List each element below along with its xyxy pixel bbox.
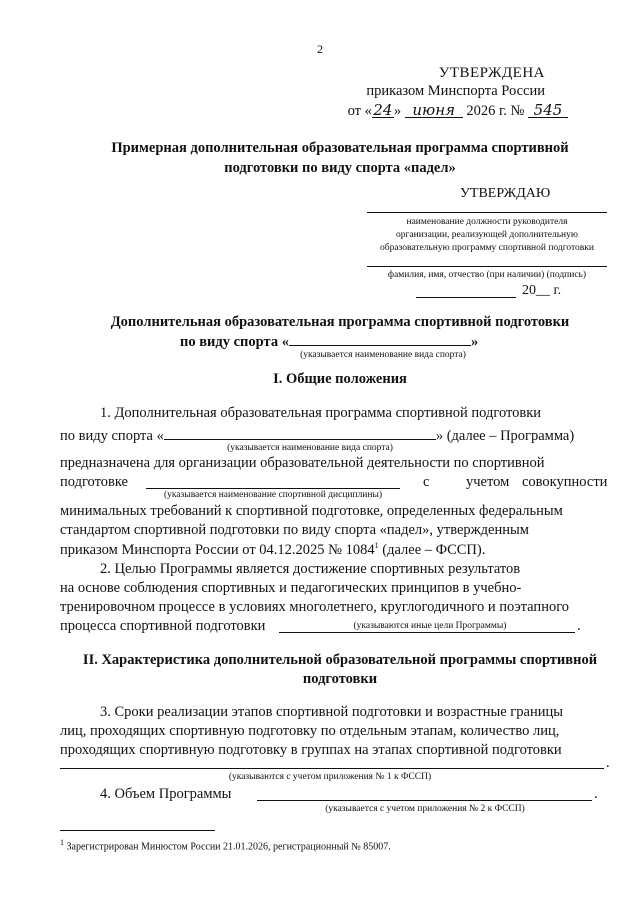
approval-number: 545	[528, 103, 568, 118]
document-title-line2: подготовки по виду спорта «падел»	[224, 160, 456, 176]
sport-name-blank	[289, 332, 471, 346]
position-caption-3: образовательную программу спортивной подготовки	[379, 243, 594, 253]
name-signature-caption: фамилия, имя, отчество (при наличии) (подпись)	[387, 270, 587, 280]
p1-line7-start: приказом Минспорта России от 04.12.2025 № 1084	[60, 541, 375, 558]
p2-line2: на основе соблюдения спортивных и педагогических принципов в учебно-	[60, 580, 522, 596]
document-title-line1: Примерная дополнительная образовательная программа спортивной	[111, 140, 569, 156]
p1-line7-end: (далее – ФССП).	[378, 541, 486, 558]
approval-year-no: 2026 г. №	[466, 103, 525, 119]
p4-blank	[257, 800, 592, 801]
footnote-mark: 1	[60, 838, 64, 847]
p1-line4-c: учетом	[466, 474, 510, 490]
name-signature-line	[367, 266, 607, 267]
p3-line1: 3. Сроки реализации этапов спортивной подготовки и возрастные границы	[100, 704, 563, 720]
p1-caption2: (указывается наименование спортивной дисциплины)	[163, 490, 383, 500]
approve-label: УТВЕРЖДАЮ	[460, 186, 551, 201]
program-title-caption: (указывается наименование вида спорта)	[300, 350, 466, 360]
p4-caption: (указывается с учетом приложения № 2 к ФССП)	[325, 804, 525, 814]
p1-caption1: (указывается наименование вида спорта)	[227, 443, 393, 453]
p2-line1: 2. Целью Программы является достижение спортивных результатов	[100, 561, 521, 577]
p1-line4-a: подготовке	[60, 474, 128, 490]
approval-month: июня	[405, 103, 463, 118]
program-title-prefix: по виду спорта «	[180, 334, 289, 350]
p3-line2: лиц, проходящих спортивную подготовку по отдельным этапам, количество лиц,	[60, 723, 560, 739]
p1-line4-b: с	[423, 474, 430, 490]
position-line	[367, 212, 607, 213]
footnote-separator	[60, 830, 215, 831]
p3-blank	[60, 768, 604, 769]
sport-name-blank-2	[164, 426, 436, 440]
p2-period: .	[577, 618, 581, 634]
p1-line6: стандартом спортивной подготовки по виду спорта «падел», утвержденным	[60, 522, 529, 538]
approve-date: 20__ г.	[522, 283, 562, 298]
p1-line5: минимальных требований к спортивной подготовке, определенных федеральным	[60, 503, 563, 519]
p1-line2-end: » (далее – Программа)	[435, 428, 575, 444]
p1-line4-d: совокупности	[522, 474, 608, 490]
p4-period: .	[594, 786, 598, 802]
p3-caption: (указываются с учетом приложения № 1 к ФССП)	[228, 772, 432, 782]
section2-heading-2: подготовки	[302, 671, 378, 687]
position-caption-1: наименование должности руководителя	[406, 217, 568, 227]
p2-caption: (указываются иные цели Программы)	[353, 621, 507, 631]
approval-day: 24	[373, 101, 393, 119]
program-title-suffix: »	[470, 334, 479, 350]
p4-line1: 4. Объем Программы	[100, 786, 232, 802]
p1-line3: предназначена для организации образовательной деятельности по спортивной	[60, 455, 545, 471]
program-title-line1: Дополнительная образовательная программа спортивной подготовки	[110, 314, 570, 330]
page-number: 2	[317, 42, 323, 56]
section2-heading-1: II. Характеристика дополнительной образовательной программы спортивной	[82, 652, 598, 668]
section1-heading: I. Общие положения	[273, 371, 407, 387]
p1-line2-start: по виду спорта «	[60, 428, 164, 444]
approval-date-line	[348, 103, 568, 120]
p1-line7	[60, 541, 485, 559]
goals-blank	[279, 632, 575, 633]
p3-line3: проходящих спортивную подготовку в группах на этапах спортивной подготовки	[60, 742, 562, 758]
footnote	[60, 838, 391, 852]
p3-period: .	[606, 755, 610, 771]
approval-heading: УТВЕРЖДЕНА	[438, 65, 545, 81]
approval-order: приказом Минспорта России	[366, 83, 545, 99]
footnote-text: Зарегистрирован Минюстом России 21.01.2026, регистрационный № 85007.	[64, 841, 391, 853]
position-caption-2: организации, реализующей дополнительную	[396, 230, 578, 240]
date-blank-line	[416, 297, 516, 298]
p1-line1: 1. Дополнительная образовательная программа спортивной подготовки	[100, 405, 542, 421]
p2-line4: процесса спортивной подготовки	[60, 618, 266, 634]
p2-line3: тренировочном процессе в условиях многолетнего, круглогодичного и поэтапного	[60, 599, 570, 615]
approval-date-mid: »	[393, 103, 402, 119]
approval-date-prefix: от «	[347, 103, 372, 119]
footnote-ref: 1	[374, 541, 379, 550]
